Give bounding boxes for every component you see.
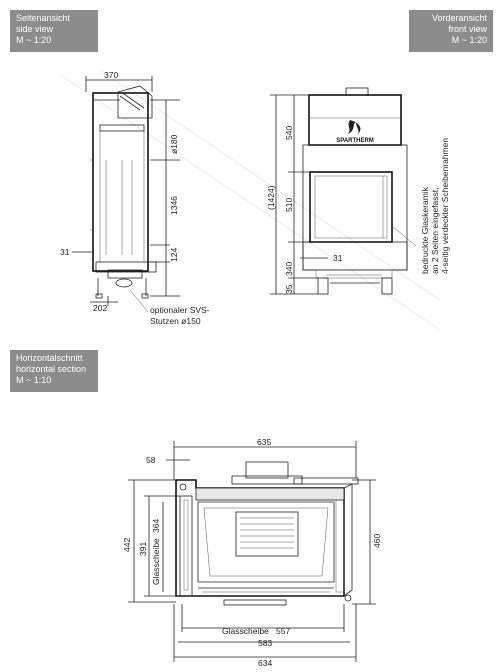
side-width-top: 370 — [104, 70, 119, 80]
horizontal-mid-width: 583 — [258, 638, 273, 648]
side-view-title-en: side view — [16, 24, 54, 34]
horizontal-section-drawing — [122, 437, 382, 668]
front-base-height: 340 — [284, 261, 294, 276]
horizontal-glass-width-label: Glasscheibe — [222, 626, 269, 636]
front-foot-height: 35 — [284, 284, 294, 294]
horizontal-section-scale: M ~ 1:10 — [16, 375, 52, 385]
side-note-line1: optionaler SVS- — [150, 305, 210, 315]
horizontal-left-offset: 58 — [146, 455, 156, 465]
front-view-drawing — [266, 88, 450, 294]
front-glass-height: 510 — [284, 197, 294, 212]
side-lower-height: 124 — [169, 247, 179, 262]
side-view-drawing — [60, 70, 210, 326]
horizontal-glass-depth-label: Glasscheibe — [151, 538, 161, 585]
corner-bolt-icon — [180, 484, 186, 490]
horizontal-top-width: 635 — [257, 437, 272, 447]
front-total-height: (1424) — [266, 185, 276, 210]
front-note-line3: 4-seitig verdeckter Scheibenrahmen — [440, 137, 450, 274]
side-note-line2: Stutzen ø150 — [150, 316, 201, 326]
horizontal-glass-depth: 364 — [151, 518, 161, 533]
front-note-line2: an 2 Seiten eingefasst, — [430, 187, 440, 274]
front-right-offset: 31 — [333, 253, 343, 263]
front-view-scale: M ~ 1:20 — [451, 35, 487, 45]
front-note-line1: bedruckte Glaskeramik — [420, 187, 430, 274]
front-brand: SPARTHERM — [336, 138, 374, 144]
horizontal-right-depth: 460 — [372, 533, 382, 548]
corner-bolt-icon — [345, 595, 351, 601]
horizontal-section-title-en: horizontal section — [16, 364, 87, 374]
horizontal-bottom-width: 634 — [258, 658, 273, 668]
side-view-title-de: Seitenansicht — [16, 13, 71, 23]
horizontal-inner-depth: 391 — [138, 541, 148, 556]
front-view-title-de: Vorderansicht — [431, 13, 487, 23]
side-total-height: 1346 — [169, 196, 179, 215]
horizontal-left-depth: 442 — [122, 537, 132, 552]
side-view-scale: M ~ 1:20 — [16, 35, 52, 45]
horizontal-glass-width: 557 — [276, 626, 291, 636]
horizontal-section-title-de: Horizontalschnitt — [16, 353, 83, 363]
spartherm-flame-icon — [348, 120, 360, 134]
front-top-height: 540 — [284, 125, 294, 140]
side-bottom-width: 202 — [93, 303, 108, 313]
front-view-title-en: front view — [448, 24, 487, 34]
side-left-offset: 31 — [60, 247, 70, 257]
side-pipe-diameter: ø180 — [169, 134, 179, 154]
